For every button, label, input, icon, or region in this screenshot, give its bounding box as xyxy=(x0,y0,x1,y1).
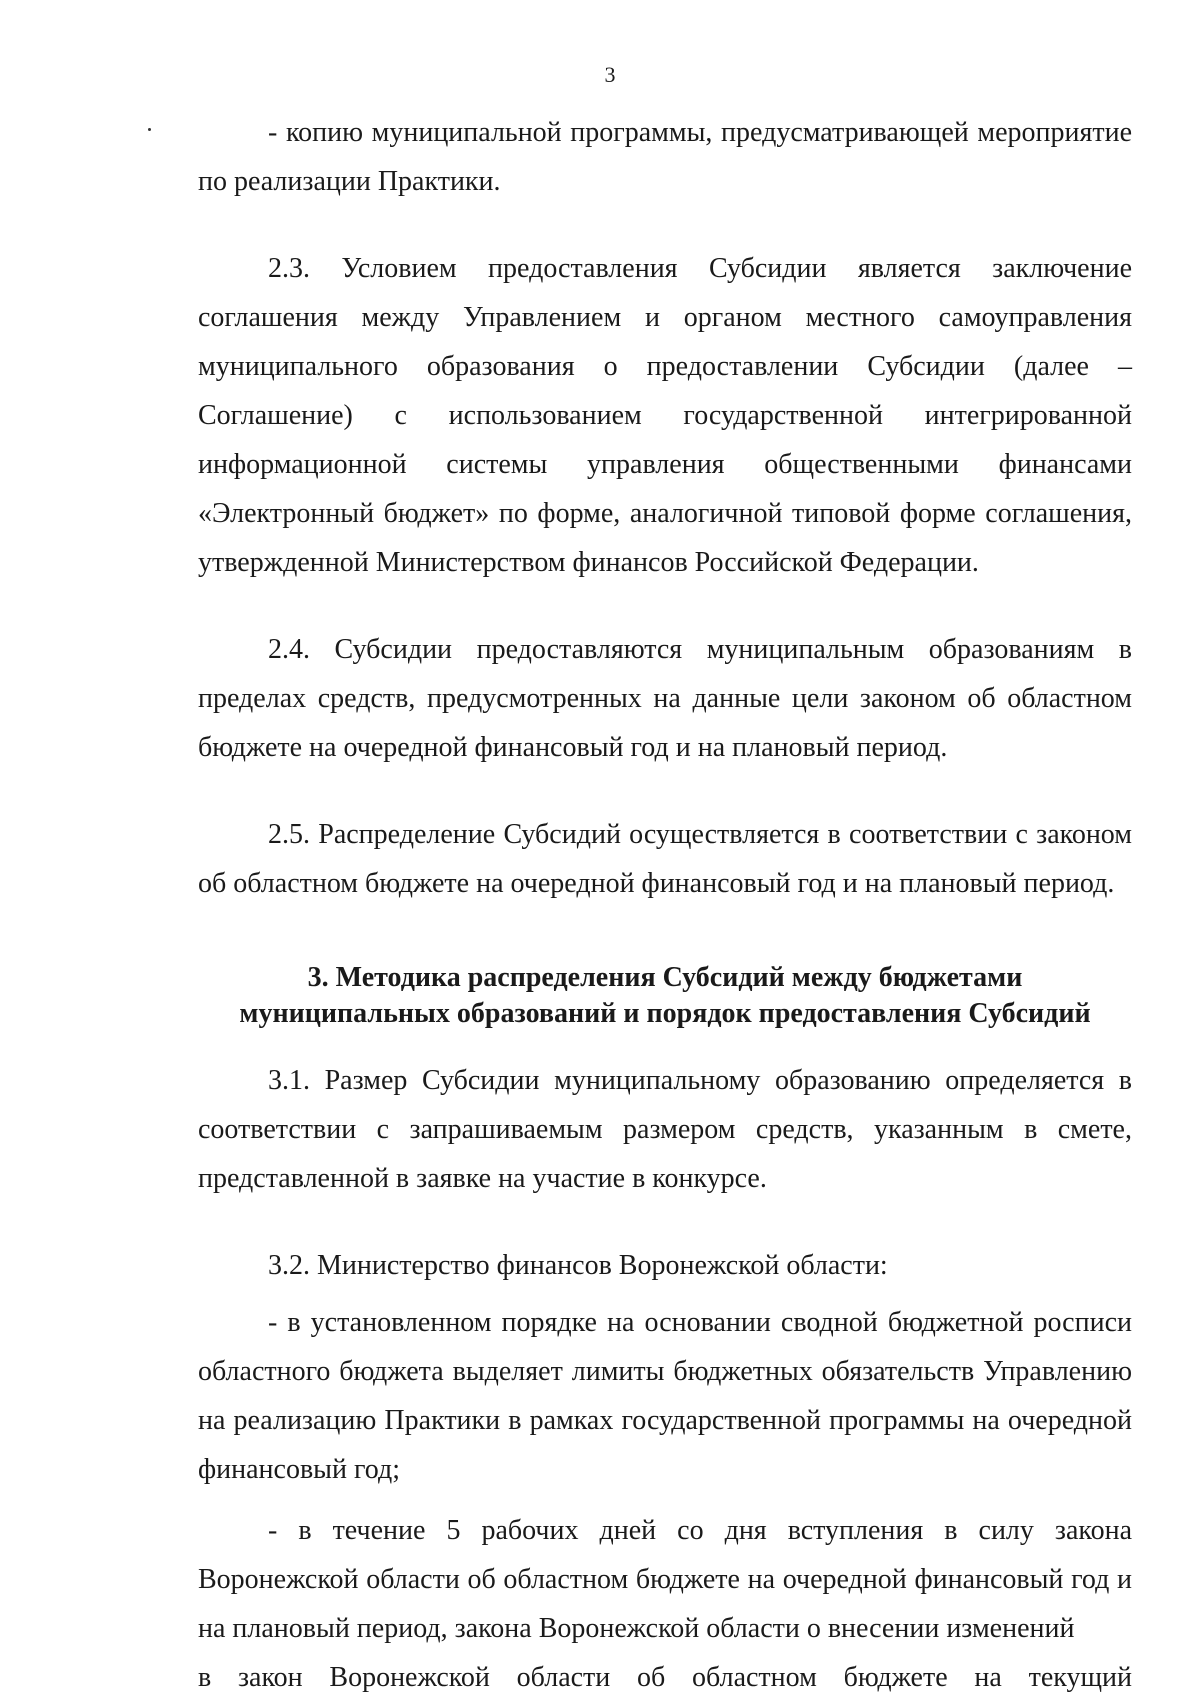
scan-mark xyxy=(148,128,151,131)
paragraph-3-1: 3.1. Размер Субсидии муниципальному образованию определяется в соответствии с запрашиваемым размером средств, указанным в смете, представленной в заявке на участие в конкурсе. xyxy=(198,1065,1132,1194)
list-item-limits: - в установленном порядке на основании сводной бюджетной росписи областного бюджета выделяет лимиты бюджетных обязательств Управлению на реализацию Практики в рамках государственной программы на очередной финансовый год; xyxy=(198,1307,1132,1485)
paragraph-3-2: 3.2. Министерство финансов Воронежской области: xyxy=(268,1250,888,1281)
document-body xyxy=(198,108,1132,1702)
paragraph-2-4: 2.4. Субсидии предоставляются муниципальным образованиям в пределах средств, предусмотренных на данные цели законом об областном бюджете на очередной финансовый год и на плановый период. xyxy=(198,634,1132,763)
section-3-heading-line-2: муниципальных образований и порядок предоставления Субсидий xyxy=(239,998,1091,1029)
section-3-heading-line-1: 3. Методика распределения Субсидий между бюджетами xyxy=(307,962,1023,993)
section-3-heading xyxy=(198,960,1132,1032)
list-item-five-days: - в течение 5 рабочих дней со дня вступления в силу закона Воронежской области об областном бюджете на очередной финансовый год и на плановый период, закона Воронежской области о внесении изменений xyxy=(198,1515,1132,1644)
paragraph-2-5: 2.5. Распределение Субсидий осуществляется в соответствии с законом об областном бюджете на очередной финансовый год и на плановый период. xyxy=(198,819,1132,899)
paragraph-continuation: в закон Воронежской области об областном бюджете на текущий xyxy=(198,1662,1132,1693)
paragraph-program-copy: - копию муниципальной программы, предусматривающей мероприятие по реализации Практики. xyxy=(198,117,1132,197)
page-number: 3 xyxy=(604,62,616,87)
paragraph-2-3: 2.3. Условием предоставления Субсидии является заключение соглашения между Управлением и органом местного самоуправления муниципального образования о предоставлении Субсидии (далее – Соглашение) с использованием государственной интегрированной информационной системы управления общественными финансами «Электронный бюджет» по форме, аналогичной типовой форме соглашения, утвержденной Министерством финансов Российской Федерации. xyxy=(198,253,1132,578)
